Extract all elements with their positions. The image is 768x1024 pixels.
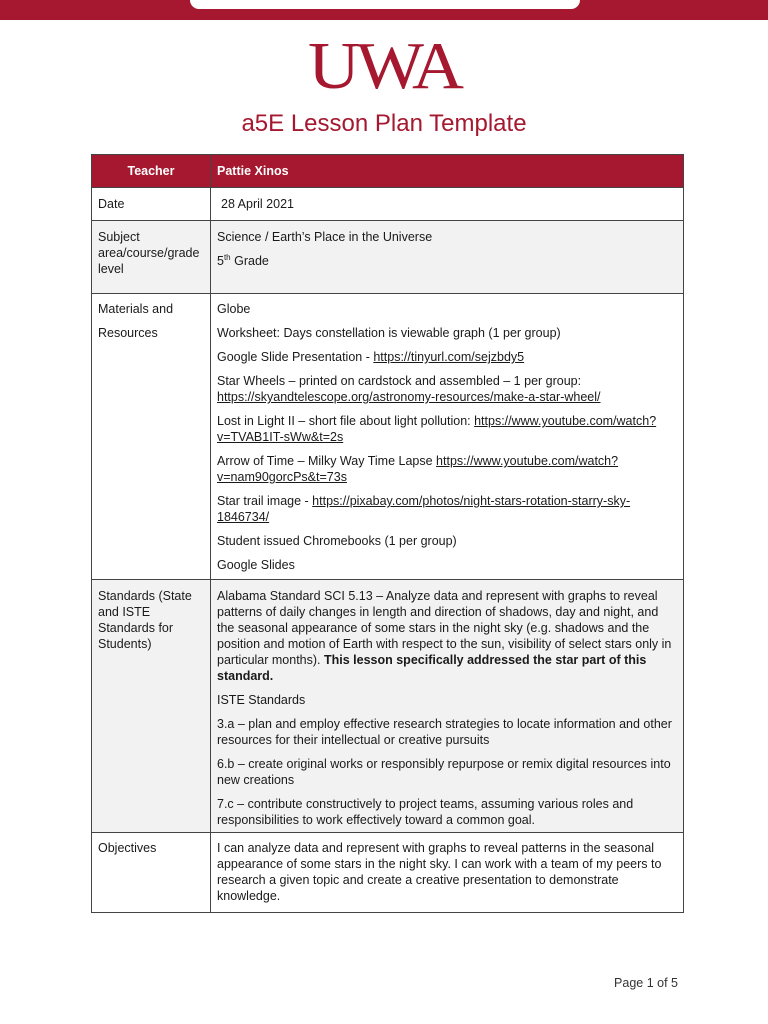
star-trail-link[interactable]: https://pixabay.com/photos/night-stars-rotation-starry-sky-1846734/ bbox=[217, 494, 631, 524]
standards-label: Standards (State and ISTE Standards for Students) bbox=[92, 580, 211, 833]
material-trail-text: Star trail image - bbox=[217, 494, 313, 508]
page-number: Page 1 of 5 bbox=[614, 976, 678, 990]
date-value: 28 April 2021 bbox=[211, 188, 684, 221]
uwa-logo: UWA bbox=[308, 29, 460, 103]
date-label: Date bbox=[92, 188, 211, 221]
alabama-standard-emphasis: This lesson specifically addressed the star part of this standard. bbox=[217, 653, 647, 683]
materials-label-line1: Materials and bbox=[98, 302, 174, 316]
material-slides-text: Google Slide Presentation - bbox=[217, 350, 374, 364]
objectives-row bbox=[92, 833, 684, 913]
materials-list bbox=[211, 294, 684, 580]
subject-grade bbox=[217, 253, 677, 269]
subject-value bbox=[211, 221, 684, 294]
light-pollution-link[interactable]: https://www.youtube.com/watch?v=TVAB1IT-sWw&t=2s bbox=[217, 414, 657, 444]
standards-list bbox=[211, 580, 684, 833]
grade-suffix: th bbox=[223, 252, 231, 262]
star-wheel-link[interactable]: https://skyandtelescope.org/astronomy-resources/make-a-star-wheel/ bbox=[217, 390, 601, 404]
lesson-plan-table bbox=[91, 154, 684, 913]
material-slides bbox=[217, 349, 677, 365]
materials-row bbox=[92, 294, 684, 580]
material-chromebooks: Student issued Chromebooks (1 per group) bbox=[217, 534, 457, 548]
iste-7c: 7.c – contribute constructively to project teams, assuming various roles and responsibilities to work effectively toward a common goal. bbox=[217, 797, 634, 827]
subject-label: Subject area/course/grade level bbox=[92, 221, 211, 294]
materials-label bbox=[92, 294, 211, 580]
document-title: a5E Lesson Plan Template bbox=[241, 110, 527, 137]
slides-link[interactable]: https://tinyurl.com/sejzbdy5 bbox=[373, 350, 525, 364]
material-star-wheels bbox=[217, 373, 677, 405]
alabama-standard-text: Alabama Standard SCI 5.13 – Analyze data and represent with graphs to reveal patterns of daily changes in length and direction of shadows, day and night, and the seasonal appearance of some stars in the night sky (e.g. shadows and the position and motion of Earth with respect to the sun, visibility of select stars only in particular months). bbox=[217, 589, 672, 667]
material-time-lapse bbox=[217, 453, 677, 485]
iste-3a: 3.a – plan and employ effective research strategies to locate information and other resources for their intellectual or creative pursuits bbox=[217, 717, 672, 747]
objectives-label: Objectives bbox=[92, 833, 211, 913]
material-worksheet: Worksheet: Days constellation is viewable graph (1 per group) bbox=[217, 326, 561, 340]
subject-row bbox=[92, 221, 684, 294]
teacher-label: Teacher bbox=[92, 155, 211, 188]
top-banner-tab bbox=[190, 0, 580, 9]
material-arrow-text: Arrow of Time – Milky Way Time Lapse bbox=[217, 454, 437, 468]
material-light-text: Lost in Light II – short file about light pollution: bbox=[217, 414, 475, 428]
date-row bbox=[92, 188, 684, 221]
materials-label-line2: Resources bbox=[98, 326, 158, 340]
material-google-slides: Google Slides bbox=[217, 558, 295, 572]
time-lapse-link[interactable]: https://www.youtube.com/watch?v=nam90gorcPs&t=73s bbox=[217, 454, 619, 484]
iste-6b: 6.b – create original works or responsibly repurpose or remix digital resources into new creations bbox=[217, 757, 671, 787]
teacher-name: Pattie Xinos bbox=[211, 155, 684, 188]
standards-row bbox=[92, 580, 684, 833]
iste-heading: ISTE Standards bbox=[217, 693, 306, 707]
material-light-pollution bbox=[217, 413, 677, 445]
alabama-standard bbox=[217, 588, 677, 684]
material-globe: Globe bbox=[217, 302, 251, 316]
grade-number: 5 bbox=[217, 254, 224, 268]
material-star-wheels-text: Star Wheels – printed on cardstock and assembled – 1 per group: bbox=[217, 374, 582, 388]
subject-course: Science / Earth’s Place in the Universe bbox=[217, 230, 433, 244]
objectives-text: I can analyze data and represent with graphs to reveal patterns in the seasonal appearance of some stars in the night sky. I can work with a team of my peers to research a given topic and create a creative presentation to demonstrate knowledge. bbox=[211, 833, 684, 913]
teacher-row bbox=[92, 155, 684, 188]
material-star-trail bbox=[217, 493, 677, 525]
grade-word: Grade bbox=[234, 254, 269, 268]
